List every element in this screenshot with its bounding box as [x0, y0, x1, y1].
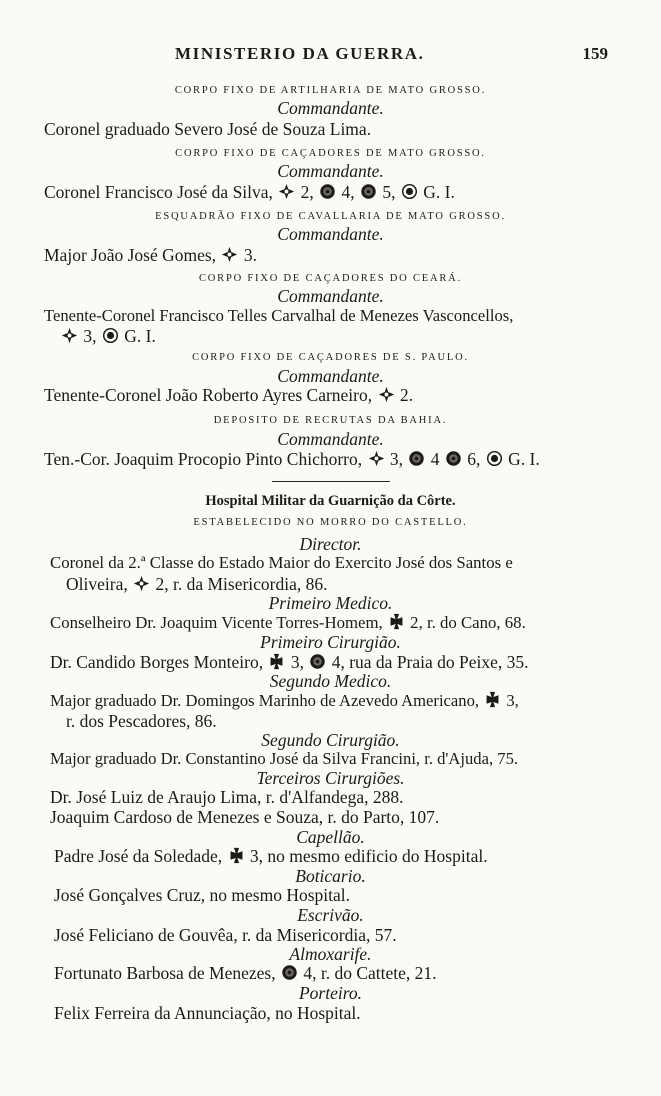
role-label: Escrivão. — [297, 905, 364, 925]
entry-line: Coronel da 2.ª Classe do Estado Maior do Exercito José dos Santos e — [50, 553, 513, 572]
section-divider — [272, 481, 390, 482]
order-of-christ-cross-icon — [388, 613, 405, 630]
entry-text: 4 — [430, 449, 440, 469]
entry-line — [60, 325, 156, 347]
entry-line: r. dos Pescadores, 86. — [66, 711, 217, 731]
section-heading: ESQUADRÃO FIXO DE CAVALLARIA DE MATO GROSSO. — [155, 211, 506, 222]
entry-text: 3, no mesmo edificio do Hospital. — [249, 846, 488, 866]
role-label: Segundo Medico. — [269, 671, 392, 691]
order-of-christ-cross-icon — [268, 653, 285, 670]
entry-line: José Gonçalves Cruz, no mesmo Hospital. — [54, 885, 350, 905]
order-of-christ-cross-icon — [228, 847, 245, 864]
section-role: Commandante. — [277, 224, 384, 244]
role-label: Capellão. — [296, 827, 365, 847]
entry-text: 4, r. do Cattete, 21. — [303, 963, 437, 983]
entry-text: Fortunato Barbosa de Menezes, — [54, 963, 276, 983]
section-role: Commandante. — [277, 286, 384, 306]
entry-text: Major graduado Dr. Domingos Marinho de Azevedo Americano, — [50, 691, 480, 710]
section-role: Commandante. — [277, 161, 384, 181]
order-of-the-rose-rosette-icon — [360, 183, 377, 200]
entry-text: 3, — [290, 652, 304, 672]
page-title: MINISTERIO DA GUERRA. — [175, 44, 425, 63]
entry-text: Conselheiro Dr. Joaquim Vicente Torres-Homem, — [50, 613, 383, 632]
entry-line: Joaquim Cardoso de Menezes e Souza, r. do Parto, 107. — [50, 807, 440, 827]
entry-text: Ten.-Cor. Joaquim Procopio Pinto Chichorro, — [44, 449, 363, 469]
section-heading: DEPOSITO DE RECRUTAS DA BAHIA. — [213, 415, 448, 426]
hospital-title: Hospital Militar da Guarnição da Côrte. — [205, 493, 456, 509]
entry-text: Tenente-Coronel João Roberto Ayres Carneiro, — [44, 385, 373, 405]
entry-text: 2, — [300, 182, 314, 202]
order-of-the-rose-rosette-icon — [309, 653, 326, 670]
entry-line — [44, 181, 455, 203]
entry-text: Dr. Candido Borges Monteiro, — [50, 652, 264, 672]
order-of-the-rose-rosette-icon — [319, 183, 336, 200]
entry-text: 3. — [243, 245, 257, 265]
entry-text: 4, rua da Praia do Peixe, 35. — [331, 652, 529, 672]
entry-text: 3, — [506, 691, 519, 710]
entry-text: 3, — [83, 326, 97, 346]
entry-line: José Feliciano de Gouvêa, r. da Misericordia, 57. — [54, 925, 397, 945]
entry-text: Oliveira, — [66, 574, 128, 594]
entry-line — [44, 244, 257, 266]
role-label: Boticario. — [295, 866, 366, 886]
entry-line — [50, 690, 519, 712]
order-medal-circle-icon — [401, 183, 418, 200]
entry-text: G. I. — [423, 182, 455, 202]
entry-text: Padre José da Soledade, — [54, 846, 223, 866]
section-heading: CORPO FIXO DE CAÇADORES DE S. PAULO. — [192, 352, 469, 363]
entry-text: G. I. — [508, 449, 540, 469]
entry-line — [54, 962, 437, 984]
section-heading: CORPO FIXO DE ARTILHARIA DE MATO GROSSO. — [174, 85, 487, 96]
role-label: Almoxarife. — [289, 944, 372, 964]
page-number: 159 — [582, 44, 608, 63]
entry-line: Felix Ferreira da Annunciação, no Hospital. — [54, 1003, 361, 1023]
order-medal-circle-icon — [486, 450, 503, 467]
order-of-the-rose-rosette-icon — [281, 964, 298, 981]
entry-text: 6, — [467, 449, 481, 469]
order-medal-circle-icon — [102, 327, 119, 344]
role-label: Director. — [299, 534, 362, 554]
entry-line: Major graduado Dr. Constantino José da Silva Francini, r. d'Ajuda, 75. — [50, 749, 519, 768]
running-header — [0, 44, 661, 68]
entry-line: Tenente-Coronel Francisco Telles Carvalhal de Menezes Vasconcellos, — [44, 306, 514, 325]
entry-text: 4, — [341, 182, 355, 202]
order-of-aviz-cross-icon — [61, 327, 78, 344]
entry-text: 2, r. do Cano, 68. — [410, 613, 526, 632]
order-of-aviz-cross-icon — [133, 575, 150, 592]
hospital-subtitle: ESTABELECIDO NO MORRO DO CASTELLO. — [193, 517, 468, 528]
order-of-aviz-cross-icon — [378, 386, 395, 403]
role-label: Segundo Cirurgião. — [261, 730, 400, 750]
entry-text: Major João José Gomes, — [44, 245, 217, 265]
order-of-christ-cross-icon — [484, 691, 501, 708]
entry-text: 3, — [389, 449, 404, 469]
entry-text: Coronel Francisco José da Silva, — [44, 182, 273, 202]
role-label: Porteiro. — [298, 983, 363, 1003]
entry-line — [54, 845, 488, 867]
entry-line — [44, 384, 413, 406]
role-label: Primeiro Medico. — [268, 593, 393, 613]
entry-line: Dr. José Luiz de Araujo Lima, r. d'Alfandega, 288. — [50, 787, 404, 807]
section-role: Commandante. — [277, 98, 384, 118]
section-role: Commandante. — [277, 429, 384, 449]
section-heading: CORPO FIXO DE CAÇADORES DO CEARÁ. — [198, 273, 462, 284]
entry-text: 2. — [399, 385, 413, 405]
section-role: Commandante. — [277, 366, 384, 386]
order-of-aviz-cross-icon — [278, 183, 295, 200]
order-of-aviz-cross-icon — [221, 246, 238, 263]
order-of-the-rose-rosette-icon — [445, 450, 462, 467]
order-of-aviz-cross-icon — [368, 450, 385, 467]
entry-line: Coronel graduado Severo José de Souza Lima. — [44, 119, 372, 139]
entry-text: G. I. — [124, 326, 156, 346]
role-label: Primeiro Cirurgião. — [260, 632, 401, 652]
entry-text: 2, r. da Misericordia, 86. — [155, 574, 328, 594]
order-of-the-rose-rosette-icon — [408, 450, 425, 467]
section-heading: CORPO FIXO DE CAÇADORES DE MATO GROSSO. — [175, 148, 486, 159]
role-label: Terceiros Cirurgiões. — [256, 768, 405, 788]
entry-line — [44, 448, 540, 470]
entry-text: 5, — [382, 182, 396, 202]
